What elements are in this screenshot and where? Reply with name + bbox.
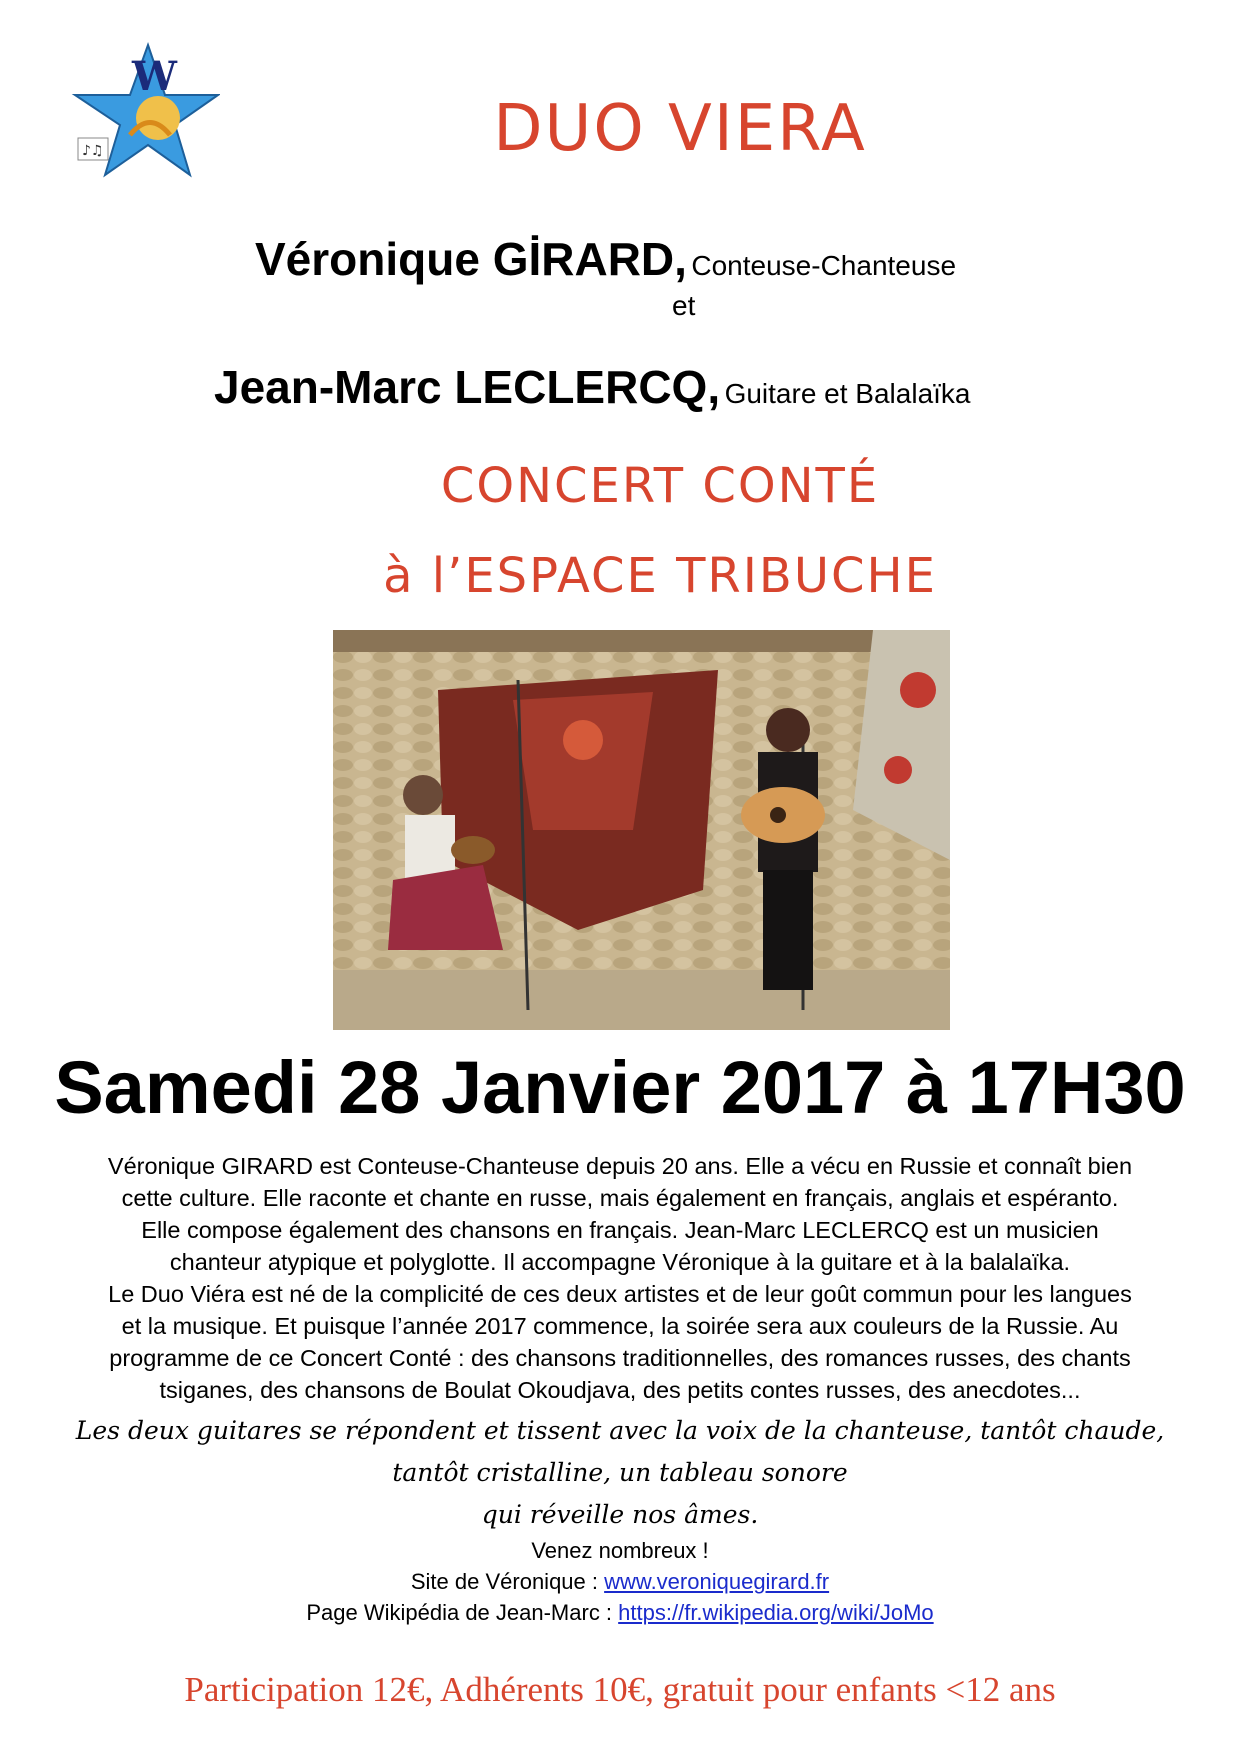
subtitle-line-2: à l’ESPACE TRIBUCHE (383, 548, 937, 604)
subtitle-line-1: CONCERT CONTÉ (440, 458, 880, 514)
description-line: Véronique GIRARD est Conteuse-Chanteuse depuis 20 ans. Elle a vécu en Russie et connaît bien (107, 1153, 1133, 1179)
description-line: et la musique. Et puisque l’année 2017 commence, la soirée sera aux couleurs de la Russie. Au (121, 1313, 1119, 1339)
price-info: Participation 12€, Adhérents 10€, gratuit pour enfants <12 ans (184, 1670, 1056, 1709)
footer-links (60, 1535, 1180, 1628)
description-line: tsiganes, des chansons de Boulat Okoudjava, des petits contes russes, des anecdotes... (159, 1377, 1081, 1403)
performer-2-role: Guitare et Balalaïka (724, 378, 971, 409)
performer-2-name: Jean-Marc LECLERCQ, (214, 361, 721, 413)
logo-letter: W (132, 53, 177, 100)
concert-photo (333, 630, 950, 1030)
description-line: Elle compose également des chansons en français. Jean-Marc LECLERCQ est un musicien (141, 1217, 1099, 1243)
conjunction: et (672, 290, 696, 321)
wiki-label: Page Wikipédia de Jean-Marc : (306, 1600, 619, 1625)
event-date: Samedi 28 Janvier 2017 à 17H30 (54, 1046, 1186, 1129)
description-line: programme de ce Concert Conté : des chansons traditionnelles, des romances russes, des chants (109, 1345, 1131, 1371)
tagline-line: tantôt cristalline, un tableau sonore (392, 1458, 848, 1487)
performer-1 (255, 232, 956, 286)
description-line: chanteur atypique et polyglotte. Il accompagne Véronique à la guitare et à la balalaïka. (169, 1249, 1071, 1275)
site-link[interactable]: www.veroniquegirard.fr (604, 1569, 830, 1594)
description-line: Le Duo Viéra est né de la complicité de ces deux artistes et de leur goût commun pour les langues (108, 1281, 1132, 1307)
site-row (60, 1566, 1180, 1597)
tagline (60, 1410, 1180, 1536)
wiki-row (60, 1597, 1180, 1628)
invite-text: Venez nombreux ! (531, 1538, 709, 1563)
site-label: Site de Véronique : (410, 1569, 605, 1594)
tagline-line: qui réveille nos âmes. (481, 1500, 759, 1529)
description (60, 1150, 1180, 1406)
performer-1-name: Véronique GİRARD, (255, 233, 687, 285)
tagline-line: Les deux guitares se répondent et tissent avec la voix de la chanteuse, tantôt chaude, (75, 1416, 1165, 1445)
svg-text:♪♫: ♪♫ (82, 143, 104, 159)
wiki-link[interactable]: https://fr.wikipedia.org/wiki/JoMo (618, 1600, 934, 1625)
description-line: cette culture. Elle raconte et chante en russe, mais également en français, anglais et espéranto. (121, 1185, 1119, 1211)
performer-1-role: Conteuse-Chanteuse (691, 250, 957, 281)
event-title: DUO VIERA (493, 92, 867, 166)
performer-2 (214, 360, 971, 414)
